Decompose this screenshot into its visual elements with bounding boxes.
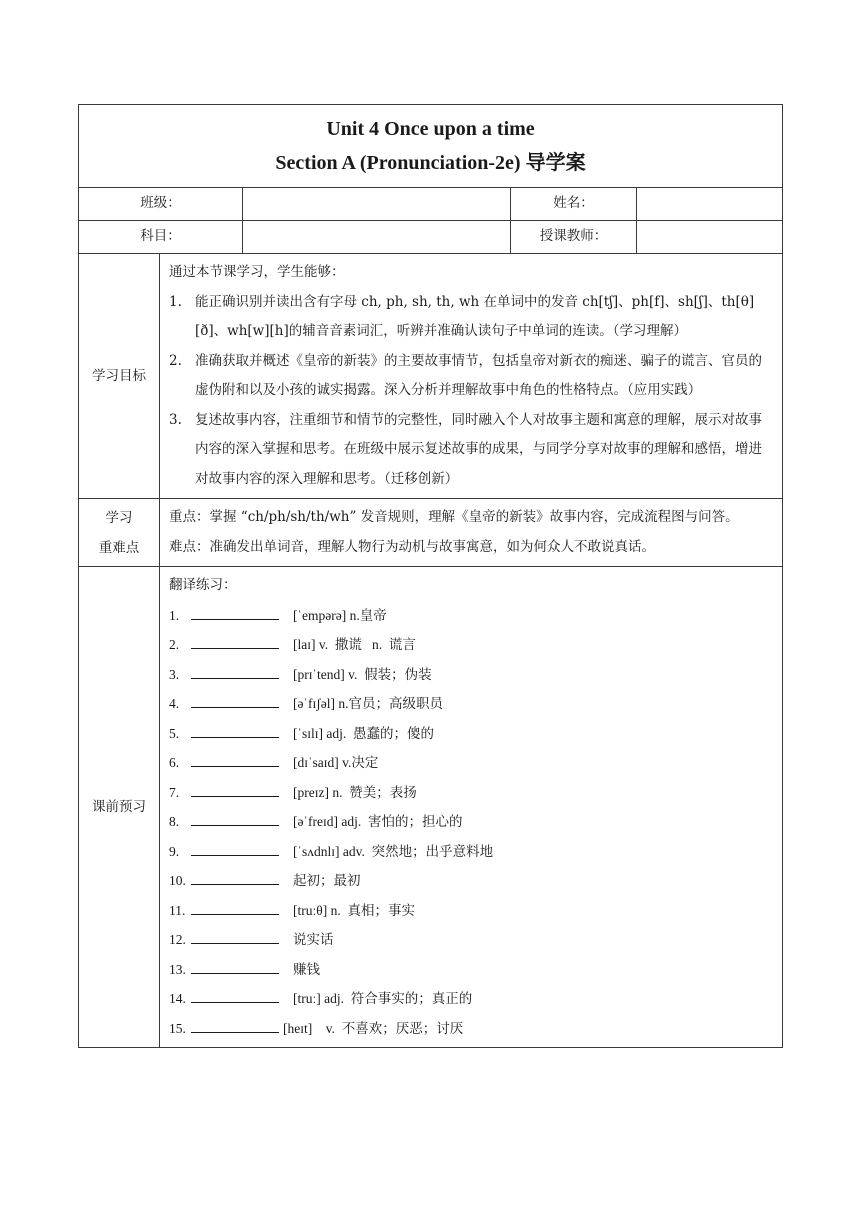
key-points-label: 学习 重难点 — [79, 499, 160, 567]
vocab-item: 6. [dɪˈsaɪd] v.决定 — [169, 748, 774, 778]
answer-blank[interactable] — [191, 959, 279, 974]
teacher-field[interactable] — [637, 221, 783, 254]
preview-content — [160, 567, 783, 1048]
vocab-item: 11. [truːθ] n. 真相；事实 — [169, 896, 774, 926]
vocab-item: 1. [ˈempərə] n.皇帝 — [169, 601, 774, 631]
preview-label: 课前预习 — [79, 567, 160, 1048]
class-label: 班级： — [79, 188, 243, 221]
vocab-item: 14. [truː] adj. 符合事实的；真正的 — [169, 984, 774, 1014]
preview-heading: 翻译练习： — [169, 577, 237, 593]
subject-label: 科目： — [79, 221, 243, 254]
vocab-item: 4. [əˈfɪʃəl] n.官员；高级职员 — [169, 689, 774, 719]
vocab-item: 10. 起初；最初 — [169, 866, 774, 896]
vocab-item: 12. 说实话 — [169, 925, 774, 955]
answer-blank[interactable] — [191, 634, 279, 649]
answer-blank[interactable] — [191, 841, 279, 856]
section-title: Section A (Pronunciation-2e) 导学案 — [275, 152, 586, 174]
vocab-item: 8. [əˈfreɪd] adj. 害怕的；担心的 — [169, 807, 774, 837]
objectives-intro: 通过本节课学习，学生能够： — [169, 264, 345, 280]
vocab-item: 9. [ˈsʌdnlɪ] adv. 突然地；出乎意料地 — [169, 837, 774, 867]
vocab-item: 13. 赚钱 — [169, 955, 774, 985]
vocab-item: 3. [prɪˈtend] v. 假装；伪装 — [169, 660, 774, 690]
difficulty-text: 难点：准确发出单词音，理解人物行为动机与故事寓意，如为何众人不敢说真话。 — [169, 538, 655, 555]
answer-blank[interactable] — [191, 870, 279, 885]
title-cell — [79, 105, 783, 188]
answer-blank[interactable] — [191, 605, 279, 620]
answer-blank[interactable] — [191, 752, 279, 767]
class-field[interactable] — [243, 188, 511, 221]
answer-blank[interactable] — [191, 723, 279, 738]
objective-item: 3. 复述故事内容，注重细节和情节的完整性，同时融入个人对故事主题和寓意的理解，展示对故事内容的深入掌握和思考。在班级中展示复述故事的成果，与同学分享对故事的理解和感悟，增进对故事内容的深入理解和思考。（迁移创新） — [169, 411, 762, 487]
objective-item: 2. 准确获取并概述《皇帝的新装》的主要故事情节，包括皇帝对新衣的痴迷、骗子的谎言、官员的虚伪附和以及小孩的诚实揭露。深入分析并理解故事中角色的性格特点。（应用实践） — [169, 352, 762, 398]
answer-blank[interactable] — [191, 1018, 279, 1033]
vocab-item: 5. [ˈsɪlɪ] adj. 愚蠢的；傻的 — [169, 719, 774, 749]
answer-blank[interactable] — [191, 693, 279, 708]
answer-blank[interactable] — [191, 664, 279, 679]
answer-blank[interactable] — [191, 929, 279, 944]
answer-blank[interactable] — [191, 900, 279, 915]
vocab-item: 15. [heɪt] v. 不喜欢；厌恶；讨厌 — [169, 1014, 774, 1044]
objectives-content — [160, 254, 783, 499]
objective-item: 1. 能正确识别并读出含有字母 ch, ph, sh, th, wh 在单词中的发音 ch[tʃ]、ph[f]、sh[ʃ]、th[θ][ð]、wh[w][h]的辅音音素词汇，听辨并准确认读句子中单词的连读。（学习理解） — [169, 293, 755, 339]
subject-field[interactable] — [243, 221, 511, 254]
answer-blank[interactable] — [191, 782, 279, 797]
objectives-list — [169, 288, 774, 495]
name-field[interactable] — [637, 188, 783, 221]
objectives-label: 学习目标 — [79, 254, 160, 499]
answer-blank[interactable] — [191, 811, 279, 826]
vocab-item: 7. [preɪz] n. 赞美；表扬 — [169, 778, 774, 808]
teacher-label: 授课教师： — [511, 221, 637, 254]
worksheet-table — [78, 104, 783, 1048]
key-points-content — [160, 499, 783, 567]
vocab-item: 2. [laɪ] v. 撒谎 n. 谎言 — [169, 630, 774, 660]
unit-title: Unit 4 Once upon a time — [326, 118, 535, 140]
name-label: 姓名： — [511, 188, 637, 221]
answer-blank[interactable] — [191, 988, 279, 1003]
key-point-text: 重点：掌握 “ch/ph/sh/th/wh” 发音规则，理解《皇帝的新装》故事内容，完成流程图与问答。 — [169, 509, 739, 525]
